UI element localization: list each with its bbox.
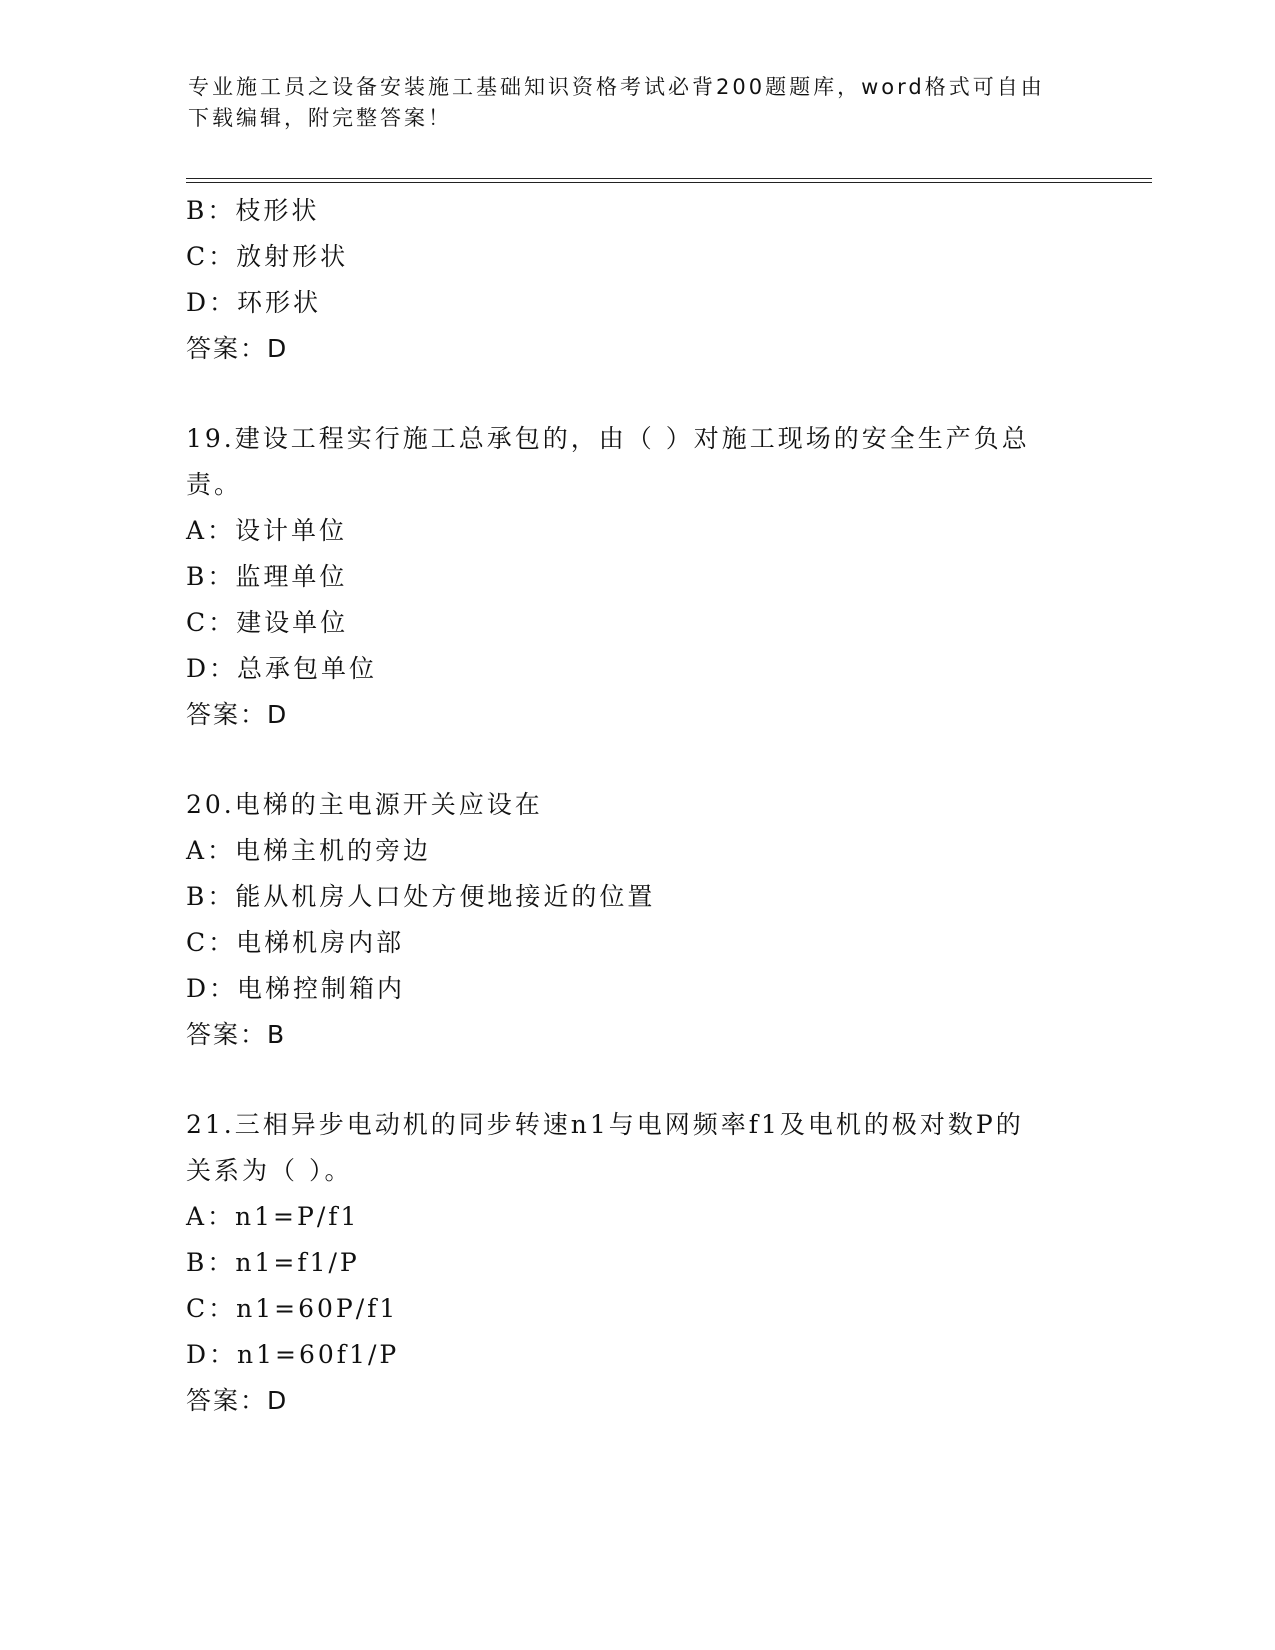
header-line-2: 下载编辑，附完整答案！ [188, 106, 452, 130]
question-stem-line-1: 20.电梯的主电源开关应设在 [186, 790, 543, 819]
option-b: B：枝形状 [186, 196, 320, 225]
option-d: D：总承包单位 [186, 654, 378, 683]
header-divider-bottom [186, 182, 1152, 183]
answer: 答案：D [186, 700, 289, 729]
question-21 [186, 1102, 1086, 1424]
option-a: A：n1=P/f1 [186, 1202, 360, 1231]
question-stem-line-1: 19.建设工程实行施工总承包的，由（ ）对施工现场的安全生产负总 [186, 424, 1030, 453]
option-b: B：n1=f1/P [186, 1248, 360, 1277]
document-body [186, 188, 1086, 1424]
question-20 [186, 782, 1086, 1058]
option-a: A：电梯主机的旁边 [186, 836, 432, 865]
header-line-1: 专业施工员之设备安装施工基础知识资格考试必背200题题库，word格式可自由 [188, 75, 1045, 99]
option-d: D：电梯控制箱内 [186, 974, 406, 1003]
option-c: C：建设单位 [186, 608, 349, 637]
question-stem-line-1: 21.三相异步电动机的同步转速n1与电网频率f1及电机的极对数P的 [186, 1110, 1024, 1139]
answer: 答案：B [186, 1020, 287, 1049]
option-d: D：n1=60f1/P [186, 1340, 400, 1369]
option-d: D：环形状 [186, 288, 322, 317]
question-18-continuation [186, 188, 1086, 372]
document-header [188, 72, 1088, 134]
option-c: C：电梯机房内部 [186, 928, 405, 957]
answer: 答案：D [186, 1386, 289, 1415]
option-b: B：监理单位 [186, 562, 348, 591]
question-19 [186, 416, 1086, 738]
option-b: B：能从机房人口处方便地接近的位置 [186, 882, 656, 911]
question-stem-line-2: 关系为（ ）。 [186, 1156, 353, 1185]
option-c: C：n1=60P/f1 [186, 1294, 399, 1323]
option-a: A：设计单位 [186, 516, 348, 545]
answer: 答案：D [186, 334, 289, 363]
header-divider-top [186, 178, 1152, 179]
option-c: C：放射形状 [186, 242, 349, 271]
question-stem-line-2: 责。 [186, 470, 243, 499]
